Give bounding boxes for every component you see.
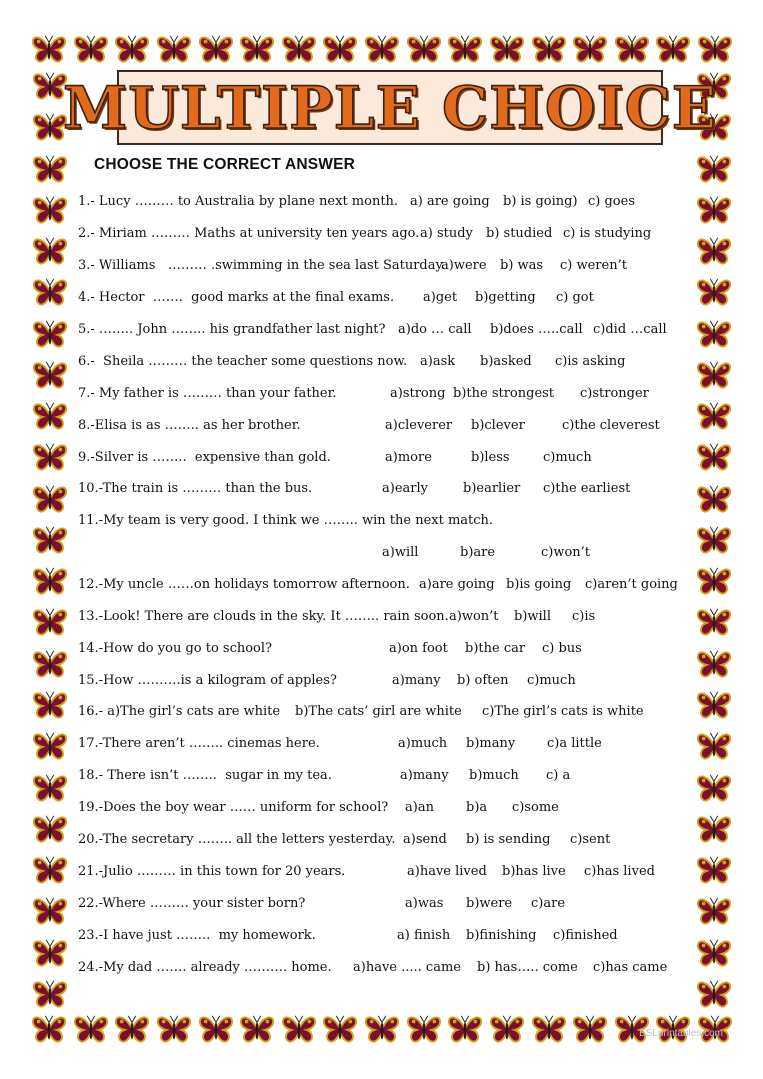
question-row	[0, 736, 763, 754]
option-c: c) goes	[588, 194, 635, 209]
question-row	[0, 800, 763, 818]
option-b: b)will	[514, 609, 551, 624]
option-b: b)many	[466, 736, 516, 751]
option-c: c)did …call	[593, 322, 667, 337]
question-row	[0, 832, 763, 850]
question-text: 2.- Miriam ……… Maths at university ten years ago.	[78, 226, 420, 241]
butterfly-icon	[613, 33, 651, 65]
option-b: b)are	[460, 545, 496, 560]
butterfly-icon	[30, 1013, 68, 1045]
question-text: 13.-Look! There are clouds in the sky. It …….. rain soon.	[78, 609, 449, 624]
option-a: a)do … call	[398, 322, 472, 337]
question-text: 15.-How ……….is a kilogram of apples?	[78, 673, 337, 688]
question-text: 11.-My team is very good. I think we …….. win the next match.	[78, 513, 494, 528]
option-a: a)an	[405, 800, 434, 815]
option-b: b)getting	[475, 290, 536, 305]
option-b: b) has….. come	[477, 960, 578, 975]
question-text: 7.- My father is ……… than your father.	[78, 386, 337, 401]
option-a: a)ask	[420, 354, 456, 369]
worksheet-title: MULTIPLE CHOICE	[63, 73, 717, 142]
question-row	[0, 577, 763, 595]
butterfly-icon	[488, 1013, 526, 1045]
butterfly-icon	[405, 1013, 443, 1045]
butterfly-icon	[321, 1013, 359, 1045]
option-b: b) studied	[486, 226, 553, 241]
question-text: 6.- Sheila ……… the teacher some questions now.	[78, 354, 408, 369]
option-c: c)are	[531, 896, 566, 911]
butterfly-icon	[696, 33, 734, 65]
option-b: b)less	[471, 450, 510, 465]
option-b: b)much	[469, 768, 519, 783]
instruction-heading: CHOOSE THE CORRECT ANSWER	[94, 156, 356, 173]
butterfly-icon	[488, 33, 526, 65]
option-b: b) is going)	[503, 194, 578, 209]
option-b: b)does …..call	[490, 322, 583, 337]
worksheet-page	[30, 32, 734, 1042]
option-c: c)a little	[547, 736, 602, 751]
butterfly-icon	[571, 1013, 609, 1045]
option-b: b)the strongest	[453, 386, 555, 401]
butterfly-border-top	[30, 32, 734, 66]
butterfly-icon	[363, 1013, 401, 1045]
option-b: b)were	[466, 896, 513, 911]
option-c: c)is	[572, 609, 596, 624]
butterfly-icon	[695, 153, 733, 185]
option-a: b)The cats’ girl are white	[295, 704, 462, 719]
butterfly-icon	[72, 1013, 110, 1045]
option-c: c) bus	[542, 641, 582, 656]
question-text: 23.-I have just …….. my homework.	[78, 928, 316, 943]
butterfly-icon	[30, 33, 68, 65]
option-a: a)more	[385, 450, 432, 465]
butterfly-icon	[530, 33, 568, 65]
option-c: c) a	[546, 768, 571, 783]
question-text: 22.-Where ……… your sister born?	[78, 896, 306, 911]
butterfly-icon	[31, 978, 69, 1010]
question-row	[0, 194, 763, 212]
question-text: 12.-My uncle ……on holidays tomorrow afternoon.	[78, 577, 410, 592]
option-a: a)many	[400, 768, 449, 783]
question-text: 5.- …….. John …….. his grandfather last night?	[78, 322, 386, 337]
option-c: c)much	[527, 673, 576, 688]
option-c: c) got	[556, 290, 594, 305]
butterfly-icon	[446, 33, 484, 65]
question-row	[0, 322, 763, 340]
question-text: 14.-How do you go to school?	[78, 641, 273, 656]
butterfly-icon	[155, 1013, 193, 1045]
question-text: 3.- Williams ……… .swimming in the sea last Saturday.	[78, 258, 446, 273]
option-b: b)is going	[506, 577, 572, 592]
question-text: 4.- Hector ……. good marks at the final exams.	[78, 290, 395, 305]
option-c: c)much	[543, 450, 592, 465]
option-a: a)are going	[419, 577, 495, 592]
option-a: a)were	[441, 258, 487, 273]
butterfly-icon	[113, 1013, 151, 1045]
butterfly-icon	[113, 33, 151, 65]
option-c: c) is studying	[563, 226, 652, 241]
question-row	[0, 768, 763, 786]
option-a: a) finish	[397, 928, 451, 943]
question-text: 19.-Does the boy wear …… uniform for school?	[78, 800, 389, 815]
butterfly-icon	[530, 1013, 568, 1045]
butterfly-icon	[155, 33, 193, 65]
question-text: 8.-Elisa is as …….. as her brother.	[78, 418, 301, 433]
question-text: 18.- There isn’t …….. sugar in my tea.	[78, 768, 332, 783]
option-c: c)finished	[553, 928, 618, 943]
question-text: 20.-The secretary …….. all the letters yesterday.	[78, 832, 396, 847]
butterfly-border-bottom	[30, 1012, 734, 1046]
option-b: b) often	[457, 673, 509, 688]
question-row	[0, 258, 763, 276]
question-row	[0, 960, 763, 978]
option-a: a)strong	[390, 386, 446, 401]
option-a: a)won’t	[449, 609, 499, 624]
option-a: a)have lived	[407, 864, 487, 879]
option-a: a) study	[420, 226, 473, 241]
question-text: 21.-Julio ……… in this town for 20 years.	[78, 864, 346, 879]
butterfly-icon	[280, 33, 318, 65]
question-row	[0, 354, 763, 372]
butterfly-icon	[238, 33, 276, 65]
butterfly-icon	[321, 33, 359, 65]
option-c: c)won’t	[541, 545, 591, 560]
question-text: 16.- a)The girl’s cats are white	[78, 704, 281, 719]
butterfly-icon	[695, 978, 733, 1010]
question-row	[0, 290, 763, 308]
question-row	[0, 864, 763, 882]
question-text: 17.-There aren’t …….. cinemas here.	[78, 736, 320, 751]
butterfly-icon	[446, 1013, 484, 1045]
question-row	[0, 386, 763, 404]
option-a: a)early	[382, 481, 428, 496]
question-text: 24.-My dad ……. already ………. home.	[78, 960, 332, 975]
butterfly-icon	[363, 33, 401, 65]
butterfly-icon	[197, 33, 235, 65]
butterfly-icon	[72, 33, 110, 65]
question-row	[0, 513, 763, 560]
question-row	[0, 609, 763, 627]
option-b: b)a	[466, 800, 488, 815]
butterfly-icon	[405, 33, 443, 65]
option-a: a)send	[403, 832, 447, 847]
question-row	[0, 641, 763, 659]
question-text: 10.-The train is ……… than the bus.	[78, 481, 313, 496]
option-b: b)finishing	[466, 928, 537, 943]
option-c: c)the earliest	[543, 481, 631, 496]
option-a: a)have ..... came	[353, 960, 461, 975]
butterfly-icon	[31, 153, 69, 185]
option-b: b)has live	[502, 864, 566, 879]
option-a: a)many	[392, 673, 441, 688]
butterfly-icon	[571, 33, 609, 65]
question-row	[0, 450, 763, 468]
option-c: c)sent	[570, 832, 611, 847]
option-b: b)clever	[471, 418, 525, 433]
option-c: c)aren’t going	[585, 577, 678, 592]
option-b: b) is sending	[466, 832, 551, 847]
option-c: c)is asking	[555, 354, 626, 369]
question-text: 9.-Silver is …….. expensive than gold.	[78, 450, 331, 465]
option-c: c)some	[512, 800, 559, 815]
option-a: a)will	[382, 545, 419, 560]
option-a: a) are going	[410, 194, 490, 209]
option-a: a)on foot	[389, 641, 448, 656]
question-text: 1.- Lucy ……… to Australia by plane next month.	[78, 194, 399, 209]
option-c: c)has lived	[584, 864, 655, 879]
option-a: a)was	[405, 896, 444, 911]
butterfly-icon	[654, 33, 692, 65]
option-b: c)The girl’s cats is white	[482, 704, 644, 719]
question-row	[0, 896, 763, 914]
butterfly-icon	[238, 1013, 276, 1045]
option-a: a)get	[423, 290, 458, 305]
question-row	[0, 481, 763, 499]
title-banner	[63, 70, 717, 145]
question-row	[0, 226, 763, 244]
butterfly-icon	[280, 1013, 318, 1045]
option-a: a)cleverer	[385, 418, 453, 433]
option-c: c)the cleverest	[562, 418, 660, 433]
option-b: b)earlier	[463, 481, 521, 496]
option-c: c) weren’t	[560, 258, 627, 273]
option-a: a)much	[398, 736, 448, 751]
option-b: b) was	[500, 258, 544, 273]
question-row	[0, 673, 763, 691]
question-row	[0, 704, 763, 722]
option-c: c)has came	[593, 960, 668, 975]
option-b: b)asked	[480, 354, 532, 369]
option-c: c)stronger	[580, 386, 649, 401]
question-row	[0, 928, 763, 946]
question-row	[0, 418, 763, 436]
butterfly-icon	[197, 1013, 235, 1045]
option-b: b)the car	[465, 641, 526, 656]
watermark: ESLprintables.com	[639, 1028, 723, 1039]
